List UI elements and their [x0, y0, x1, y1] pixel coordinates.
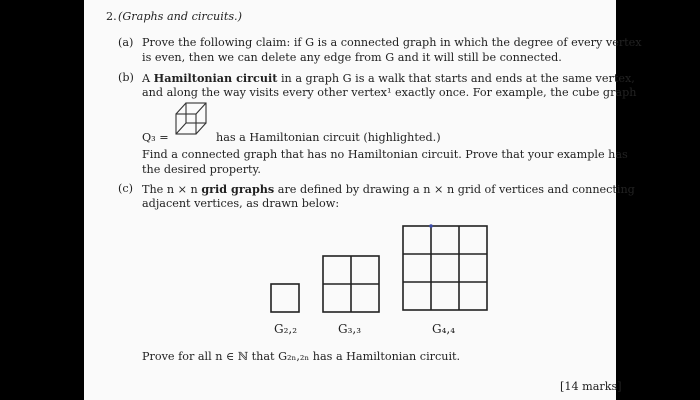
part-a-line1: Prove the following claim: if G is a connected graph in which the degree of every vertex [142, 36, 642, 49]
part-c-line1: The n × n grid graphs are defined by drawing a n × n grid of vertices and connecting [142, 182, 635, 196]
grid-vertex-marker [429, 224, 433, 228]
part-a-line2: is even, then we can delete any edge from G and it will still be connected. [142, 51, 562, 64]
grid-label-g33: G₃,₃ [338, 322, 362, 336]
grid-g44-drawing [403, 226, 487, 310]
q3-label: Q₃ = [142, 131, 169, 144]
question-number: 2. [106, 10, 117, 23]
part-b-line2: and along the way visits every other vertex¹ exactly once. For example, the cube graph [142, 86, 637, 99]
part-a-label: (a) [118, 36, 134, 49]
grid-label-g44: G₄,₄ [432, 322, 456, 336]
part-b-line4: the desired property. [142, 163, 261, 176]
grid-g33-drawing [323, 256, 379, 312]
part-b-line3: Find a connected graph that has no Hamiltonian circuit. Prove that your example has [142, 148, 628, 161]
grid-g22-drawing [271, 284, 299, 312]
part-c-line2: adjacent vertices, as drawn below: [142, 197, 340, 210]
question-title: (Graphs and circuits.) [118, 10, 242, 23]
marks: [14 marks] [560, 380, 622, 393]
grid-label-g22: G₂,₂ [274, 322, 298, 336]
q3-caption: has a Hamiltonian circuit (highlighted.) [216, 131, 441, 144]
part-b-label: (b) [118, 71, 134, 84]
part-c-label: (c) [118, 182, 133, 195]
part-c-prove: Prove for all n ∈ ℕ that G₂ₙ,₂ₙ has a Hamiltonian circuit. [142, 350, 461, 363]
part-b-line1: A Hamiltonian circuit in a graph G is a walk that starts and ends at the same vertex, [142, 71, 635, 85]
